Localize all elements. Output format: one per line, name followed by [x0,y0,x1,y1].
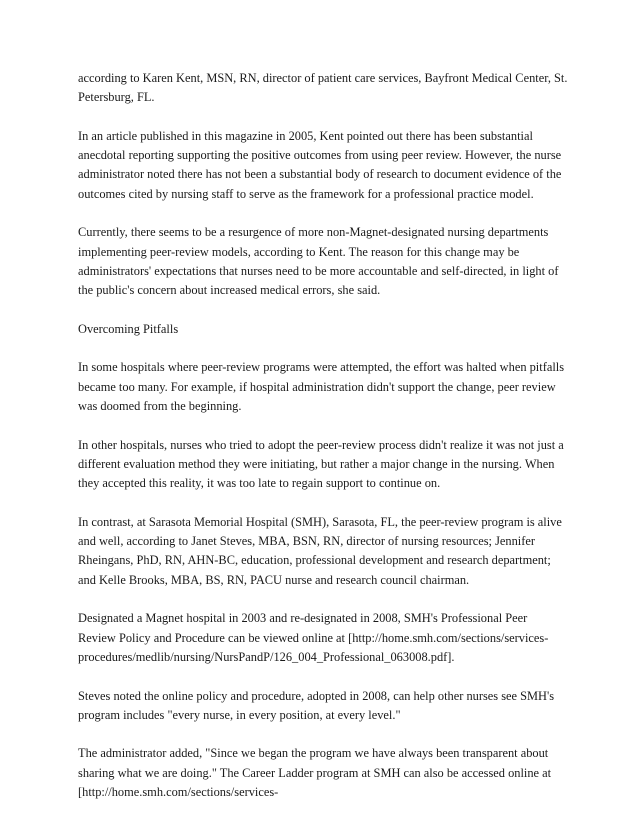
paragraph-other-hospitals: In other hospitals, nurses who tried to adopt the peer-review process didn't realize it was not just a different evaluation method they were initiating, but rather a major change in the nursing. When they accepted this reality, it was too late to regain support to continue on. [78,437,564,491]
paragraph-steves-policy: Steves noted the online policy and procedure, adopted in 2008, can help other nurses see SMH's program includes "every nurse, in every position, at every level." [78,688,555,722]
paragraph-magnet-designation: Designated a Magnet hospital in 2003 and re-designated in 2008, SMH's Professional Peer Review Policy and Procedure can be viewed online at [http://home.smh.com/sections/services-procedures/medlib/nursing/NursPandP/126_004_Professional_063008.pdf]. [78,611,549,664]
paragraph-article-2005: In an article published in this magazine in 2005, Kent pointed out there has been substantial anecdotal reporting supporting the positive outcomes from using peer review. However, the nurse administrator noted there has not been a substantial body of research to document evidence of the outcomes cited by nursing staff to serve as the framework for a professional practice model. [78,128,562,201]
paragraph-kent-intro: according to Karen Kent, MSN, RN, director of patient care services, Bayfront Medical Center, St. Petersburg, FL. [78,71,568,105]
section-heading-overcoming-pitfalls: Overcoming Pitfalls [78,321,179,336]
paragraph-resurgence: Currently, there seems to be a resurgence of more non-Magnet-designated nursing departments implementing peer-review models, according to Kent. The reason for this change may be administrators' expectations that nurses need to be more accountable and self-directed, in light of the public's concern about increased medical errors, she said. [78,225,559,298]
paragraph-administrator-quote: The administrator added, "Since we began the program we have always been transparent about sharing what we are doing." The Career Ladder program at SMH can also be accessed online at [http://home.smh.com/sections/services- [78,746,552,799]
document-body [78,69,568,802]
paragraph-sarasota: In contrast, at Sarasota Memorial Hospital (SMH), Sarasota, FL, the peer-review program is alive and well, according to Janet Steves, MBA, BSN, RN, director of nursing resources; Jennifer Rheingans, PhD, RN, AHN-BC, education, professional development and research department; and Kelle Brooks, MBA, BS, RN, PACU nurse and research council chairman. [78,514,562,587]
paragraph-some-hospitals: In some hospitals where peer-review programs were attempted, the effort was halted when pitfalls became too many. For example, if hospital administration didn't support the change, peer review was doomed from the beginning. [78,360,565,414]
